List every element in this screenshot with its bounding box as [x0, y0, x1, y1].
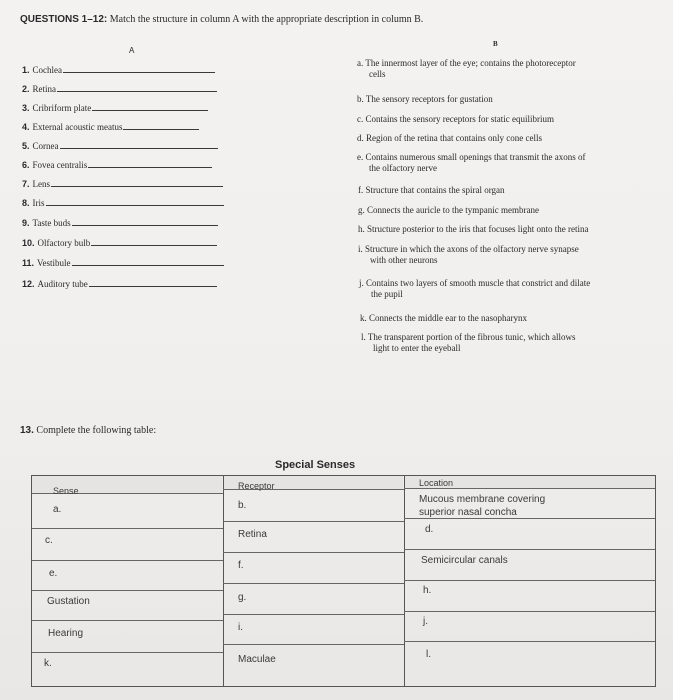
- heading-label: QUESTIONS 1–12:: [20, 14, 108, 25]
- row-border: [404, 580, 655, 581]
- row-border: [32, 652, 223, 653]
- item-text: Taste buds: [32, 218, 71, 228]
- column-b-header: B: [493, 40, 498, 48]
- column-a-item: 1. Cochlea: [22, 65, 215, 75]
- cell-location: Semicircular canals: [421, 555, 508, 566]
- answer-blank[interactable]: [57, 91, 217, 92]
- item-text: Vestibule: [37, 258, 71, 268]
- cell-location-cont: superior nasal concha: [419, 507, 517, 518]
- row-border: [223, 521, 404, 522]
- column-b-item: e. Contains numerous small openings that transmit the axons of the olfactory nerve: [357, 152, 586, 173]
- row-border: [404, 641, 655, 642]
- answer-blank[interactable]: [91, 245, 217, 246]
- row-border: [223, 644, 404, 645]
- item-text: Retina: [32, 84, 57, 94]
- row-border: [32, 560, 223, 561]
- cell-receptor[interactable]: b.: [238, 500, 247, 511]
- answer-blank[interactable]: [72, 225, 218, 226]
- column-b-item: f. Structure that contains the spiral organ: [358, 185, 505, 195]
- cell-receptor: Maculae: [238, 654, 276, 665]
- row-border: [223, 583, 404, 584]
- special-senses-table: [31, 475, 656, 687]
- cell-location[interactable]: d.: [425, 524, 434, 535]
- answer-blank[interactable]: [60, 148, 218, 149]
- column-a-item: 11. Vestibule: [22, 258, 224, 268]
- column-b-item: a. The innermost layer of the eye; contains the photoreceptor cells: [357, 58, 576, 79]
- answer-blank[interactable]: [63, 72, 215, 73]
- column-a-item: 12. Auditory tube: [22, 279, 217, 289]
- column-a-item: 6. Fovea centralis: [22, 160, 212, 170]
- column-a-header: A: [129, 46, 135, 55]
- item-text: Cribriform plate: [32, 103, 92, 113]
- column-a-item: 4. External acoustic meatus: [22, 122, 199, 132]
- heading-text: Match the structure in column A with the appropriate description in column B.: [109, 14, 424, 25]
- column-a-item: 8. Iris: [22, 198, 224, 208]
- header-location: Location: [419, 478, 454, 488]
- column-a-item: 3. Cribriform plate: [22, 103, 208, 113]
- column-b-item: k. Connects the middle ear to the nasopharynx: [360, 313, 527, 323]
- column-divider: [404, 476, 405, 686]
- column-b-item: d. Region of the retina that contains only cone cells: [357, 133, 542, 143]
- answer-blank[interactable]: [92, 110, 208, 111]
- item-text: Cochlea: [32, 65, 63, 75]
- row-border: [223, 614, 404, 615]
- column-b-item: g. Connects the auricle to the tympanic membrane: [358, 205, 539, 215]
- cell-sense[interactable]: e.: [49, 568, 58, 579]
- item-text: Fovea centralis: [32, 160, 88, 170]
- question-13-number: 13.: [20, 425, 34, 436]
- row-border: [32, 620, 223, 621]
- column-b-item: c. Contains the sensory receptors for static equilibrium: [357, 114, 554, 124]
- cell-receptor[interactable]: f.: [238, 560, 244, 571]
- column-a-item: 10. Olfactory bulb: [22, 238, 217, 248]
- table-title: Special Senses: [275, 459, 356, 471]
- answer-blank[interactable]: [89, 286, 217, 287]
- cell-location[interactable]: h.: [423, 585, 432, 596]
- cell-receptor: Retina: [238, 529, 267, 540]
- item-text: Olfactory bulb: [37, 238, 91, 248]
- column-a-item: 9. Taste buds: [22, 218, 218, 228]
- answer-blank[interactable]: [123, 129, 199, 130]
- answer-blank[interactable]: [72, 265, 224, 266]
- answer-blank[interactable]: [88, 167, 212, 168]
- column-a-item: 2. Retina: [22, 84, 217, 94]
- column-a-item: 5. Cornea: [22, 141, 218, 151]
- cell-location: Mucous membrane covering: [419, 494, 546, 505]
- cell-receptor[interactable]: g.: [238, 592, 247, 603]
- header-border: [404, 488, 655, 489]
- item-text: External acoustic meatus: [32, 122, 123, 132]
- row-border: [32, 590, 223, 591]
- questions-heading: [20, 14, 423, 25]
- cell-sense: Hearing: [48, 628, 84, 639]
- item-text: Lens: [32, 179, 51, 189]
- row-border: [404, 518, 655, 519]
- item-text: Iris: [32, 198, 45, 208]
- cell-sense[interactable]: k.: [44, 658, 52, 669]
- cell-receptor[interactable]: i.: [238, 622, 243, 633]
- column-a-item: 7. Lens: [22, 179, 223, 189]
- row-border: [32, 528, 223, 529]
- answer-blank[interactable]: [51, 186, 223, 187]
- question-13: [20, 425, 156, 436]
- cell-sense[interactable]: c.: [45, 535, 53, 546]
- cell-location[interactable]: j.: [423, 616, 428, 627]
- header-sense: Sense: [53, 486, 79, 496]
- cell-location[interactable]: l.: [426, 649, 431, 660]
- cell-sense: Gustation: [47, 596, 90, 607]
- row-border: [223, 552, 404, 553]
- header-receptor: Receptor: [238, 481, 275, 491]
- item-text: Cornea: [32, 141, 59, 151]
- row-border: [404, 549, 655, 550]
- column-b-item: l. The transparent portion of the fibrous tunic, which allows light to enter the eyeball: [361, 332, 576, 353]
- answer-blank[interactable]: [46, 205, 224, 206]
- column-b-item: h. Structure posterior to the iris that focuses light onto the retina: [358, 224, 589, 234]
- column-b-item: j. Contains two layers of smooth muscle that constrict and dilate the pupil: [359, 278, 591, 299]
- column-b-item: i. Structure in which the axons of the olfactory nerve synapse with other neurons: [358, 244, 579, 265]
- item-text: Auditory tube: [37, 279, 88, 289]
- column-divider: [223, 476, 224, 686]
- question-13-text: Complete the following table:: [36, 425, 157, 436]
- column-b-item: b. The sensory receptors for gustation: [357, 94, 493, 104]
- row-border: [404, 611, 655, 612]
- cell-sense[interactable]: a.: [53, 504, 62, 515]
